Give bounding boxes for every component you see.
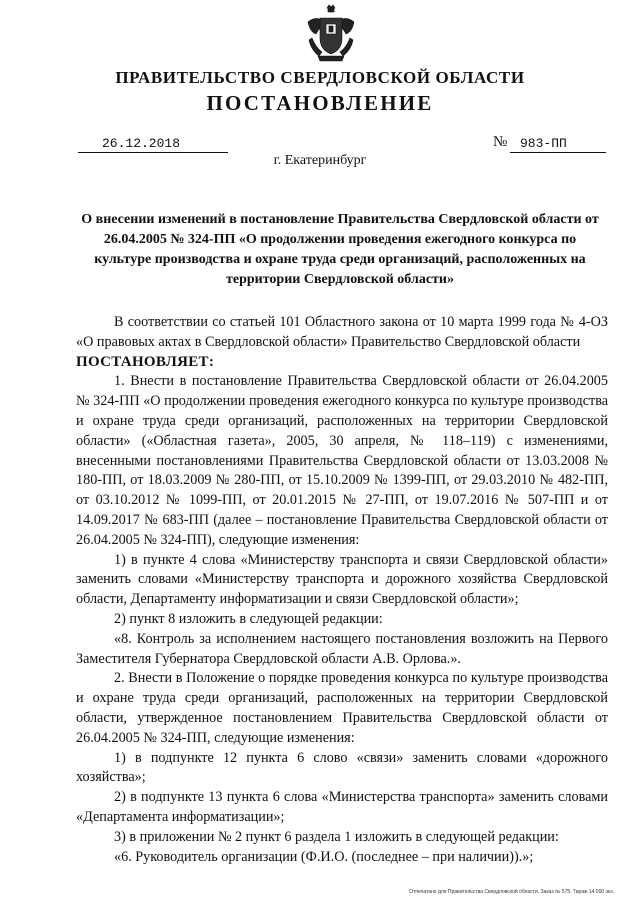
coat-of-arms-emblem xyxy=(300,4,362,64)
document-type: ПОСТАНОВЛЕНИЕ xyxy=(206,91,434,115)
government-name: ПРАВИТЕЛЬСТВО СВЕРДЛОВСКОЙ ОБЛАСТИ xyxy=(115,68,525,87)
resolves-heading: ПОСТАНОВЛЯЕТ: xyxy=(76,353,215,370)
paragraph: 2) в подпункте 13 пункта 6 слова «Министерства транспорта» заменить словами «Департамента информатизации»; xyxy=(76,789,608,825)
paragraph: «8. Контроль за исполнением настоящего постановления возложить на Первого Заместителя Губернатора Свердловской области А.В. Орлова.». xyxy=(76,630,608,667)
paragraph: 1. Внести в постановление Правительства Свердловской области от 26.04.2005 № 324-ПП «О продолжении проведения ежегодного конкурса по культуре производства и охране труда среди организаций, расположенных на территории Свердловской области» («Областная газета», 2005, 30 апреля, № 118–119) с изменениями, внесенными постановлениями Правительства Свердловской области от 13.03.2008 № 180-ПП, от 18.03.2009 № 280-ПП, от 15.10.2009 № 1399-ПП, от 29.03.2010 № 482-ПП, от 03.10.2012 № 1099-ПП, от 20.01.2015 № 27-ПП, от 19.07.2016 № 507-ПП и от 14.09.2017 № 683-ПП (далее – постановление Правительства Свердловской области от 26.04.2005 № 324-ПП), следующие изменения: xyxy=(76,373,608,548)
number-sign: № xyxy=(493,134,508,150)
city: г. Екатеринбург xyxy=(273,153,367,168)
preamble: В соответствии со статьей 101 Областного закона от 10 марта 1999 года № 4-ОЗ «О правовых актах в Свердловской области» Правительство Свердловской области xyxy=(76,314,608,350)
number-field xyxy=(510,136,606,153)
paragraph: 2. Внести в Положение о порядке проведения конкурса по культуре производства и охране труда среди организаций, расположенных на территории Свердловской области, утвержденное постановлением Правительства Свердловской области от 26.04.2005 № 324-ПП, следующие изменения: xyxy=(76,670,608,746)
print-footer: Отпечатано для Правительства Свердловской области. Заказ № 575. Тираж 14 000 экз. xyxy=(409,889,614,895)
document-number: 983-ПП xyxy=(520,136,567,151)
paragraph: 1) в подпункте 12 пункта 6 слово «связи» заменить словами «дорожного хозяйства»; xyxy=(76,749,608,786)
paragraph: 2) пункт 8 изложить в следующей редакции: xyxy=(114,610,383,627)
document-body xyxy=(76,313,608,867)
paragraph: 3) в приложении № 2 пункт 6 раздела 1 изложить в следующей редакции: xyxy=(114,828,559,845)
paragraph: 1) в пункте 4 слова «Министерству транспорта и связи Свердловской области» заменить словами «Министерству транспорта и дорожного хозяйства Свердловской области, Департаменту информатизации и связи Свердловской области»; xyxy=(76,551,608,608)
document-title: О внесении изменений в постановление Правительства Свердловской области от 26.04.2005 № 324-ПП «О продолжении проведения ежегодного конкурса по культуре производства и охране труда среди организаций, расположенных на территории Свердловской области» xyxy=(81,212,599,287)
document-date: 26.12.2018 xyxy=(102,136,181,151)
date-field xyxy=(78,136,228,153)
paragraph: «6. Руководитель организации (Ф.И.О. (последнее – при наличии)).»; xyxy=(114,848,534,865)
